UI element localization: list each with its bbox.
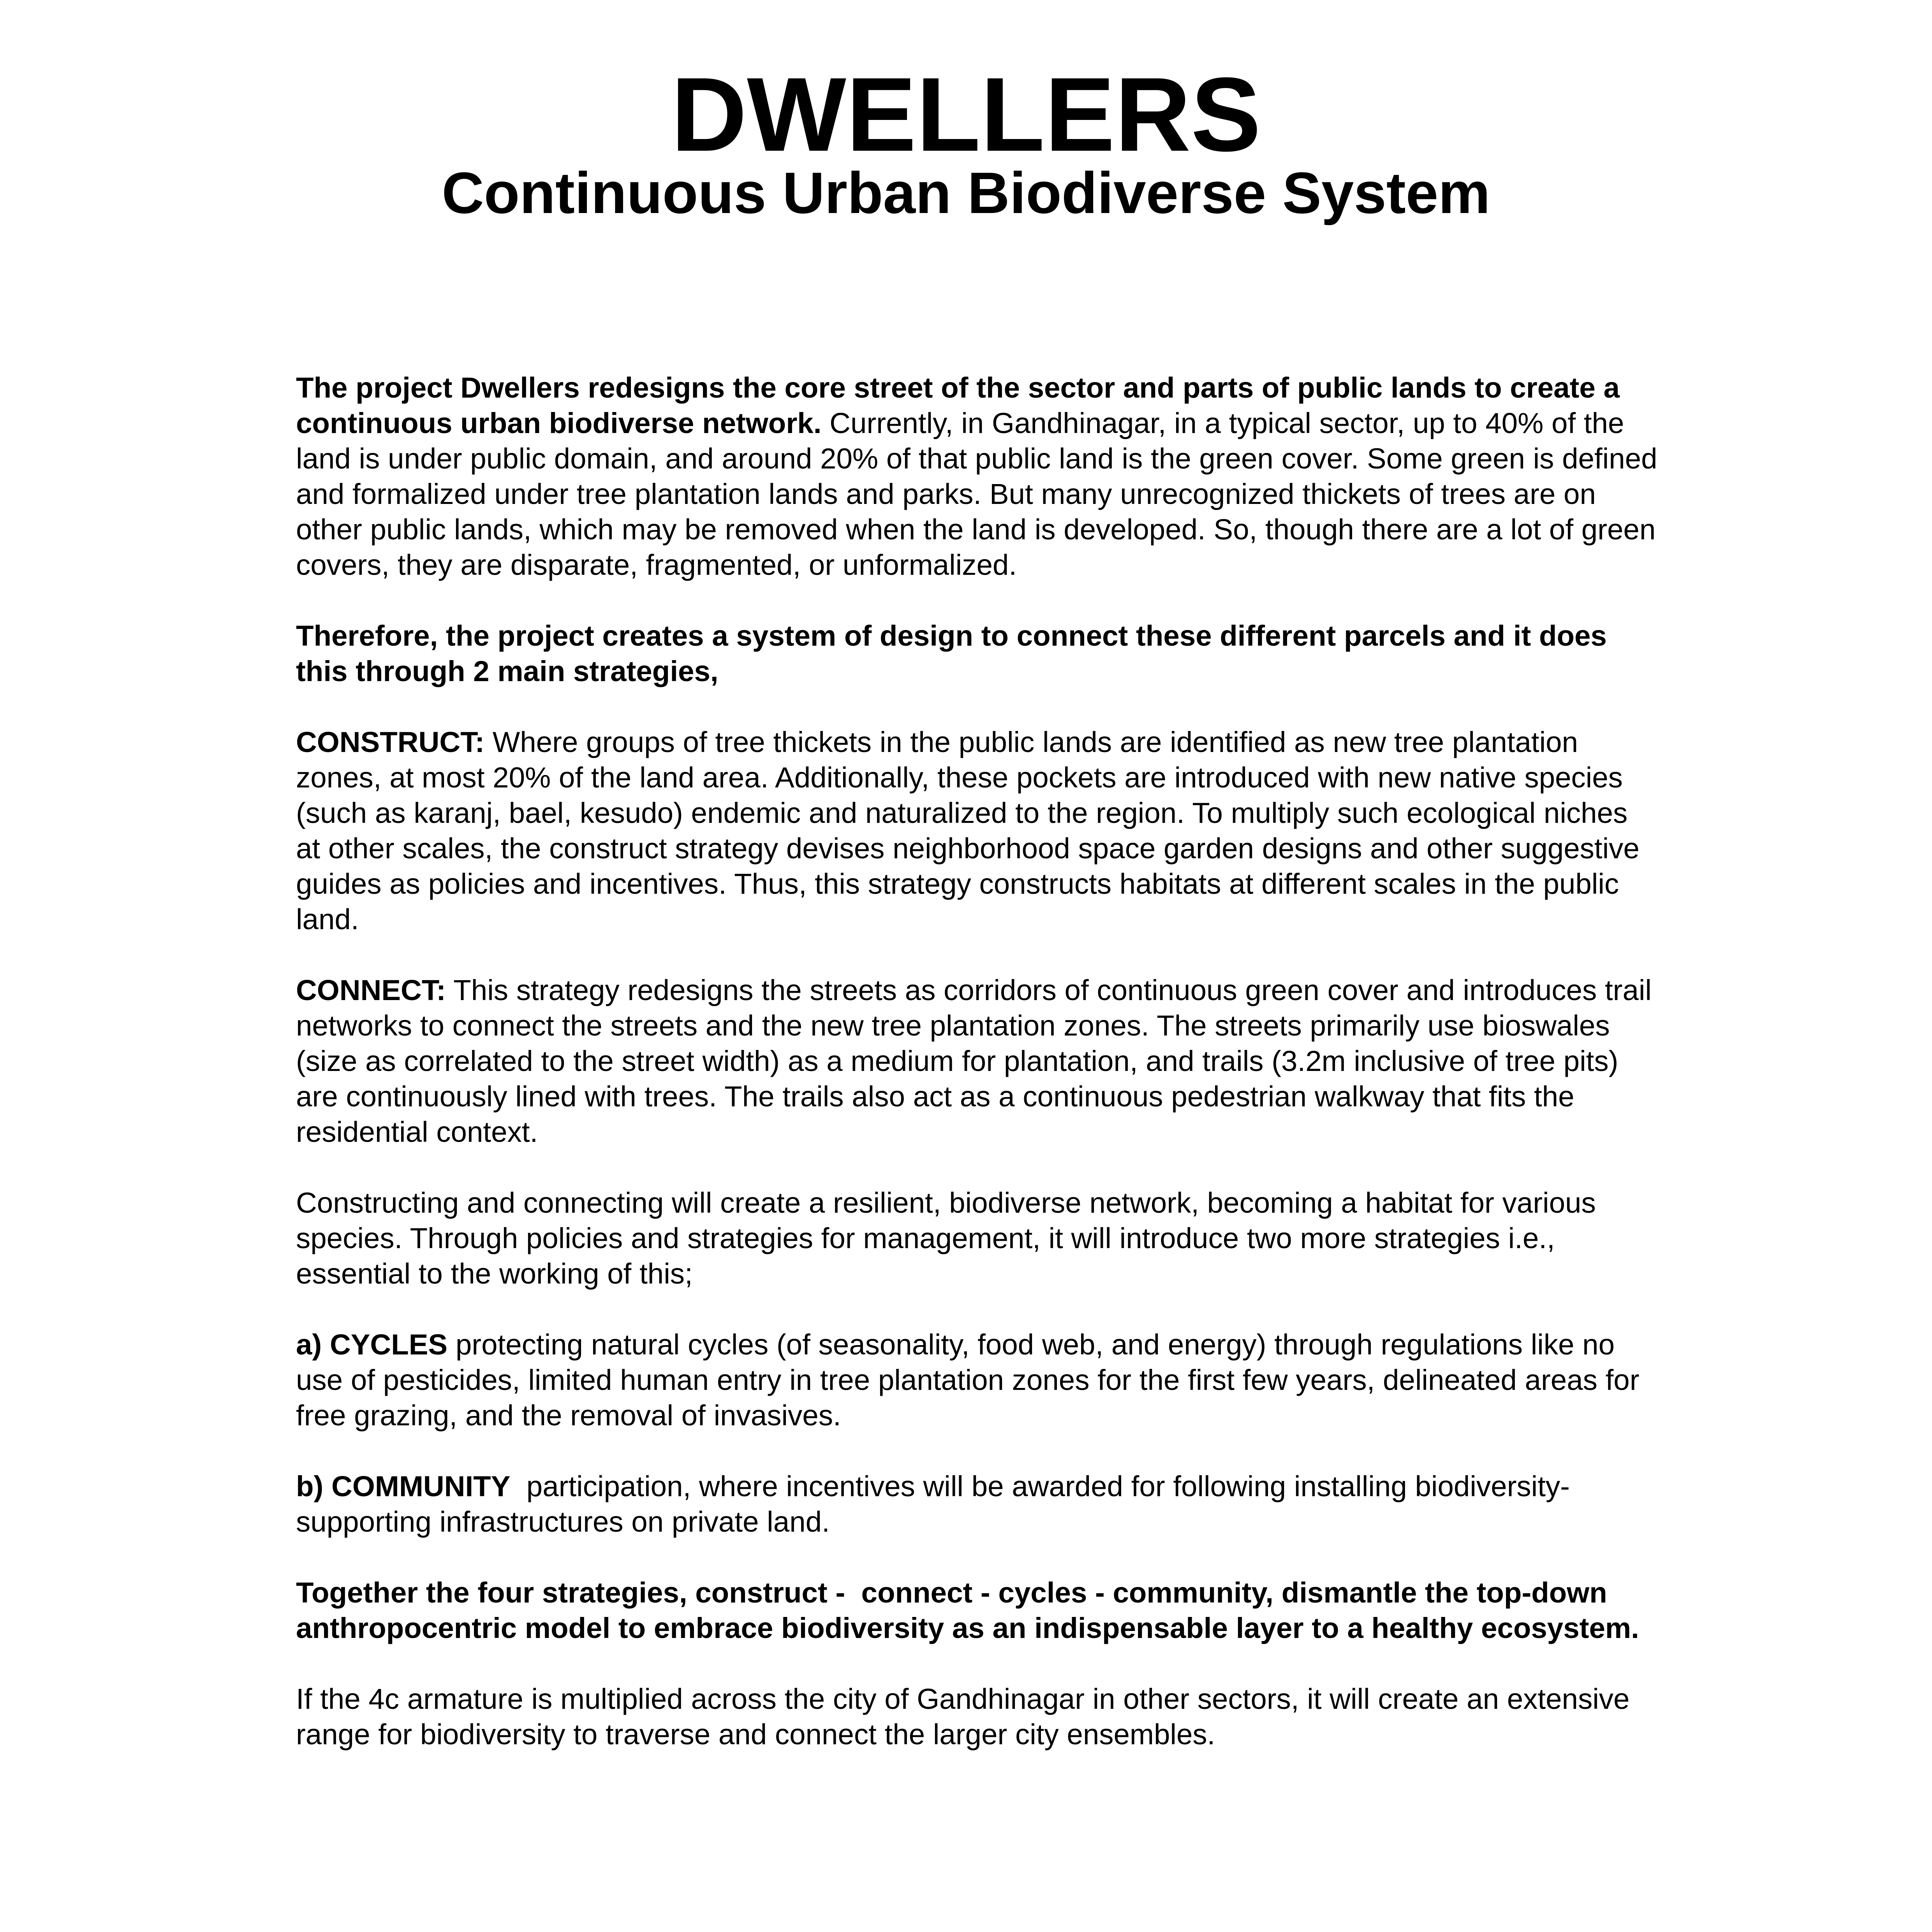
- cycles-paragraph: [296, 1327, 1659, 1433]
- closing-paragraph: [296, 1681, 1659, 1752]
- cycles-label: a) CYCLES: [296, 1328, 448, 1361]
- page-subtitle: Continuous Urban Biodiverse System: [442, 160, 1490, 225]
- together-paragraph: [296, 1575, 1659, 1646]
- community-paragraph: [296, 1469, 1659, 1539]
- construct-text: Where groups of tree thickets in the public lands are identified as new tree plantation zones, at most 20% of the land area. Additionally, these pockets are introduced with new native species (such as karanj, bael, kesudo) endemic and naturalized to the region. To multiply such ecological niches at other scales, the construct strategy devises neighborhood space garden designs and other suggestive guides as policies and incentives. Thus, this strategy constructs habitats at different scales in the public land.: [296, 726, 1640, 935]
- community-text: participation, where incentives will be awarded for following installing biodiversity-supporting infrastructures on private land.: [296, 1470, 1570, 1538]
- intro-paragraph: [296, 370, 1659, 583]
- therefore-paragraph: [296, 618, 1659, 689]
- resilient-text: Constructing and connecting will create a resilient, biodiverse network, becoming a habitat for various species. Through policies and strategies for management, it will introduce two more strategies i.e., essential to the working of this;: [296, 1187, 1596, 1290]
- closing-text: If the 4c armature is multiplied across the city of Gandhinagar in other sectors, it will create an extensive range for biodiversity to traverse and connect the larger city ensembles.: [296, 1683, 1630, 1751]
- therefore-bold: Therefore, the project creates a system of design to connect these different parcels and it does this through 2 main strategies,: [296, 620, 1607, 687]
- connect-label: CONNECT:: [296, 974, 446, 1006]
- construct-paragraph: [296, 724, 1659, 937]
- construct-label: CONSTRUCT:: [296, 726, 485, 758]
- connect-text: This strategy redesigns the streets as corridors of continuous green cover and introduces trail networks to connect the streets and the new tree plantation zones. The streets primarily use bioswales (size as correlated to the street width) as a medium for plantation, and trails (3.2m inclusive of tree pits) are continuously lined with trees. The trails also act as a continuous pedestrian walkway that fits the residential context.: [296, 974, 1652, 1148]
- page-title: DWELLERS: [671, 56, 1261, 173]
- document-body: [296, 370, 1659, 1752]
- connect-paragraph: [296, 972, 1659, 1150]
- intro-text: Currently, in Gandhinagar, in a typical sector, up to 40% of the land is under public domain, and around 20% of that public land is the green cover. Some green is defined and formalized under tree plantation lands and parks. But many unrecognized thickets of trees are on other public lands, which may be removed when the land is developed. So, though there are a lot of green covers, they are disparate, fragmented, or unformalized.: [296, 407, 1657, 581]
- together-bold: Together the four strategies, construct - connect - cycles - community, dismantle the top-down anthropocentric model to embrace biodiversity as an indispensable layer to a healthy ecosystem.: [296, 1576, 1639, 1644]
- community-label: b) COMMUNITY: [296, 1470, 511, 1502]
- intro-lead-bold: The project Dwellers redesigns the core street of the sector and parts of public lands to create a continuous urban biodiverse network.: [296, 372, 1620, 439]
- resilient-paragraph: [296, 1185, 1659, 1291]
- cycles-text: protecting natural cycles (of seasonality, food web, and energy) through regulations like no use of pesticides, limited human entry in tree plantation zones for the first few years, delineated areas for free grazing, and the removal of invasives.: [296, 1328, 1640, 1432]
